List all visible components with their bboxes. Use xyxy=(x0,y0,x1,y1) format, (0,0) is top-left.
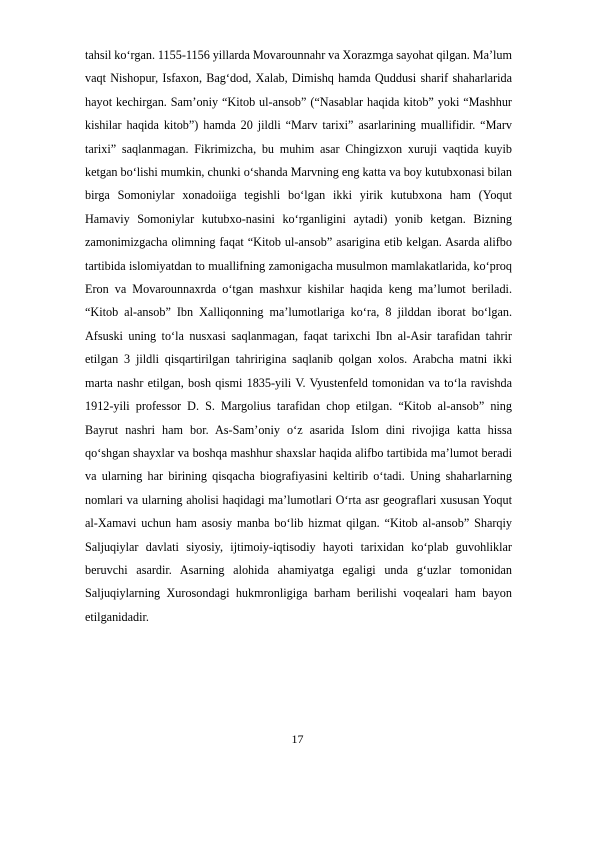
body-paragraph: tahsil ko‘rgan. 1155-1156 yillarda Movarounnahr va Xorazmga sayohat qilgan. Ma’lum vaqt Nishopur, Isfaxon, Bag‘dod, Xalab, Dimishq hamda Quddusi sharif shaharlarida hayot kechirgan. Sam’oniy “Kitob ul-ansob” (“Nasablar haqida kitob” yoki “Mashhur kishilar haqida kitob”) hamda 20 jildli “Marv tarixi” asarlarining muallifidir. “Marv tarixi” saqlanmagan. Fikrimizcha, bu muhim asar Chingizxon xuruji vaqtida kuyib ketgan bo‘lishi mumkin, chunki o‘shanda Marvning eng katta va boy kutubxonasi bilan birga Somoniylar xonadoiiga tegishli bo‘lgan ikki yirik kutubxona ham (Yoqut Hamaviy Somoniylar kutubxo-nasini ko‘rganligini aytadi) yonib ketgan. Bizning zamonimizgacha olimning faqat “Kitob ul-ansob” asarigina etib kelgan. Asarda alifbo tartibida islomiyatdan to muallifning zamonigacha musulmon mamlakatlarida, ko‘proq Eron va Movarounnaxrda o‘tgan mashxur kishilar haqida keng ma’lumot beriladi. “Kitob al-ansob” Ibn Xalliqonning ma’lumotlariga ko‘ra, 8 jilddan iborat bo‘lgan. Afsuski uning to‘la nusxasi saqlanmagan, faqat tarixchi Ibn al-Asir tarafidan tahrir etilgan 3 jildli qisqartirilgan tahririgina saqlanib qolgan xolos. Arabcha matni ikki marta nashr etilgan, bosh qismi 1835-yili V. Vyustenfeld tomonidan va to‘la ravishda 1912-yili professor D. S. Margolius tarafidan chop etilgan. “Kitob al-ansob” ning Bayrut nashri ham bor. As-Sam’oniy o‘z asarida Islom dini rivojiga katta hissa qo‘shgan shayxlar va boshqa mashhur shaxslar haqida alifbo tartibida ma’lumot beradi va ularning har birining qisqacha biografiyasini keltirib o‘tadi. Uning shaharlarning nomlari va ularning aholisi haqidagi ma’lumotlari O‘rta asr geograflari xususan Yoqut al-Xamavi uchun ham asosiy manba bo‘lib hizmat qilgan. “Kitob al-ansob” Sharqiy Saljuqiylar davlati siyosiy, ijtimoiy-iqtisodiy hayoti tarixidan ko‘plab guvohliklar beruvchi asardir. Asarning alohida ahamiyatga egaligi unda g‘uzlar tomonidan Saljuqiylarning Xurosondagi hukmronligiga barham berilishi voqealari ham bayon etilganidadir. xyxy=(85,48,512,624)
page-number: 17 xyxy=(291,732,304,746)
